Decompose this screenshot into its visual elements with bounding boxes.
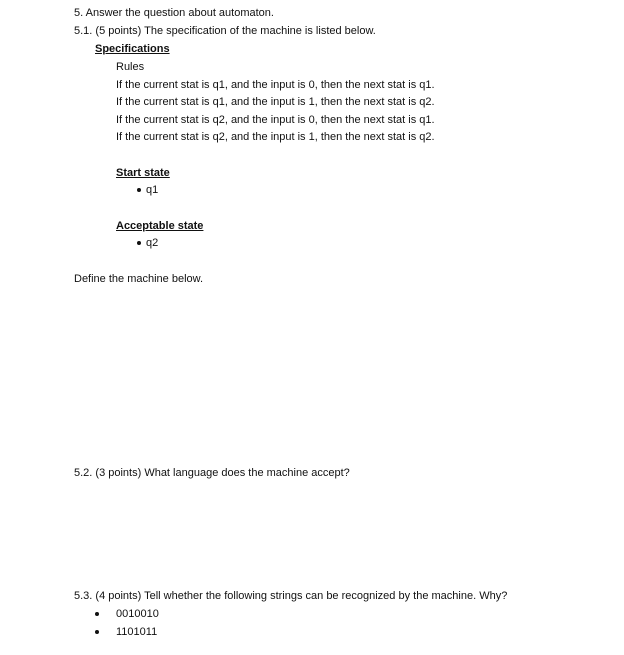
start-state-title: Start state [116,167,170,179]
rule-line: If the current stat is q1, and the input is 1, then the next stat is q2. [116,96,435,108]
specifications-title: Specifications [95,43,170,55]
part2-prompt: 5.2. (3 points) What language does the machine accept? [74,467,350,479]
string-item: 0010010 [116,608,159,620]
acceptable-state-value: q2 [146,237,159,249]
part3-prompt: 5.3. (4 points) Tell whether the following strings can be recognized by the machine. Why? [74,590,508,602]
rule-line: If the current stat is q1, and the input is 0, then the next stat is q1. [116,79,435,91]
string-item: 1101011 [116,626,158,638]
bullet-icon [95,630,99,634]
rules-label: Rules [116,61,145,73]
bullet-icon [137,241,141,245]
part1-prompt: 5.1. (5 points) The specification of the machine is listed below. [74,25,376,37]
question-heading: 5. Answer the question about automaton. [74,7,274,19]
rule-line: If the current stat is q2, and the input is 1, then the next stat is q2. [116,131,435,143]
acceptable-state-title: Acceptable state [116,220,204,232]
start-state-value: q1 [146,184,159,196]
define-prompt: Define the machine below. [74,273,204,285]
bullet-icon [137,188,141,192]
rule-line: If the current stat is q2, and the input is 0, then the next stat is q1. [116,114,435,126]
bullet-icon [95,612,99,616]
